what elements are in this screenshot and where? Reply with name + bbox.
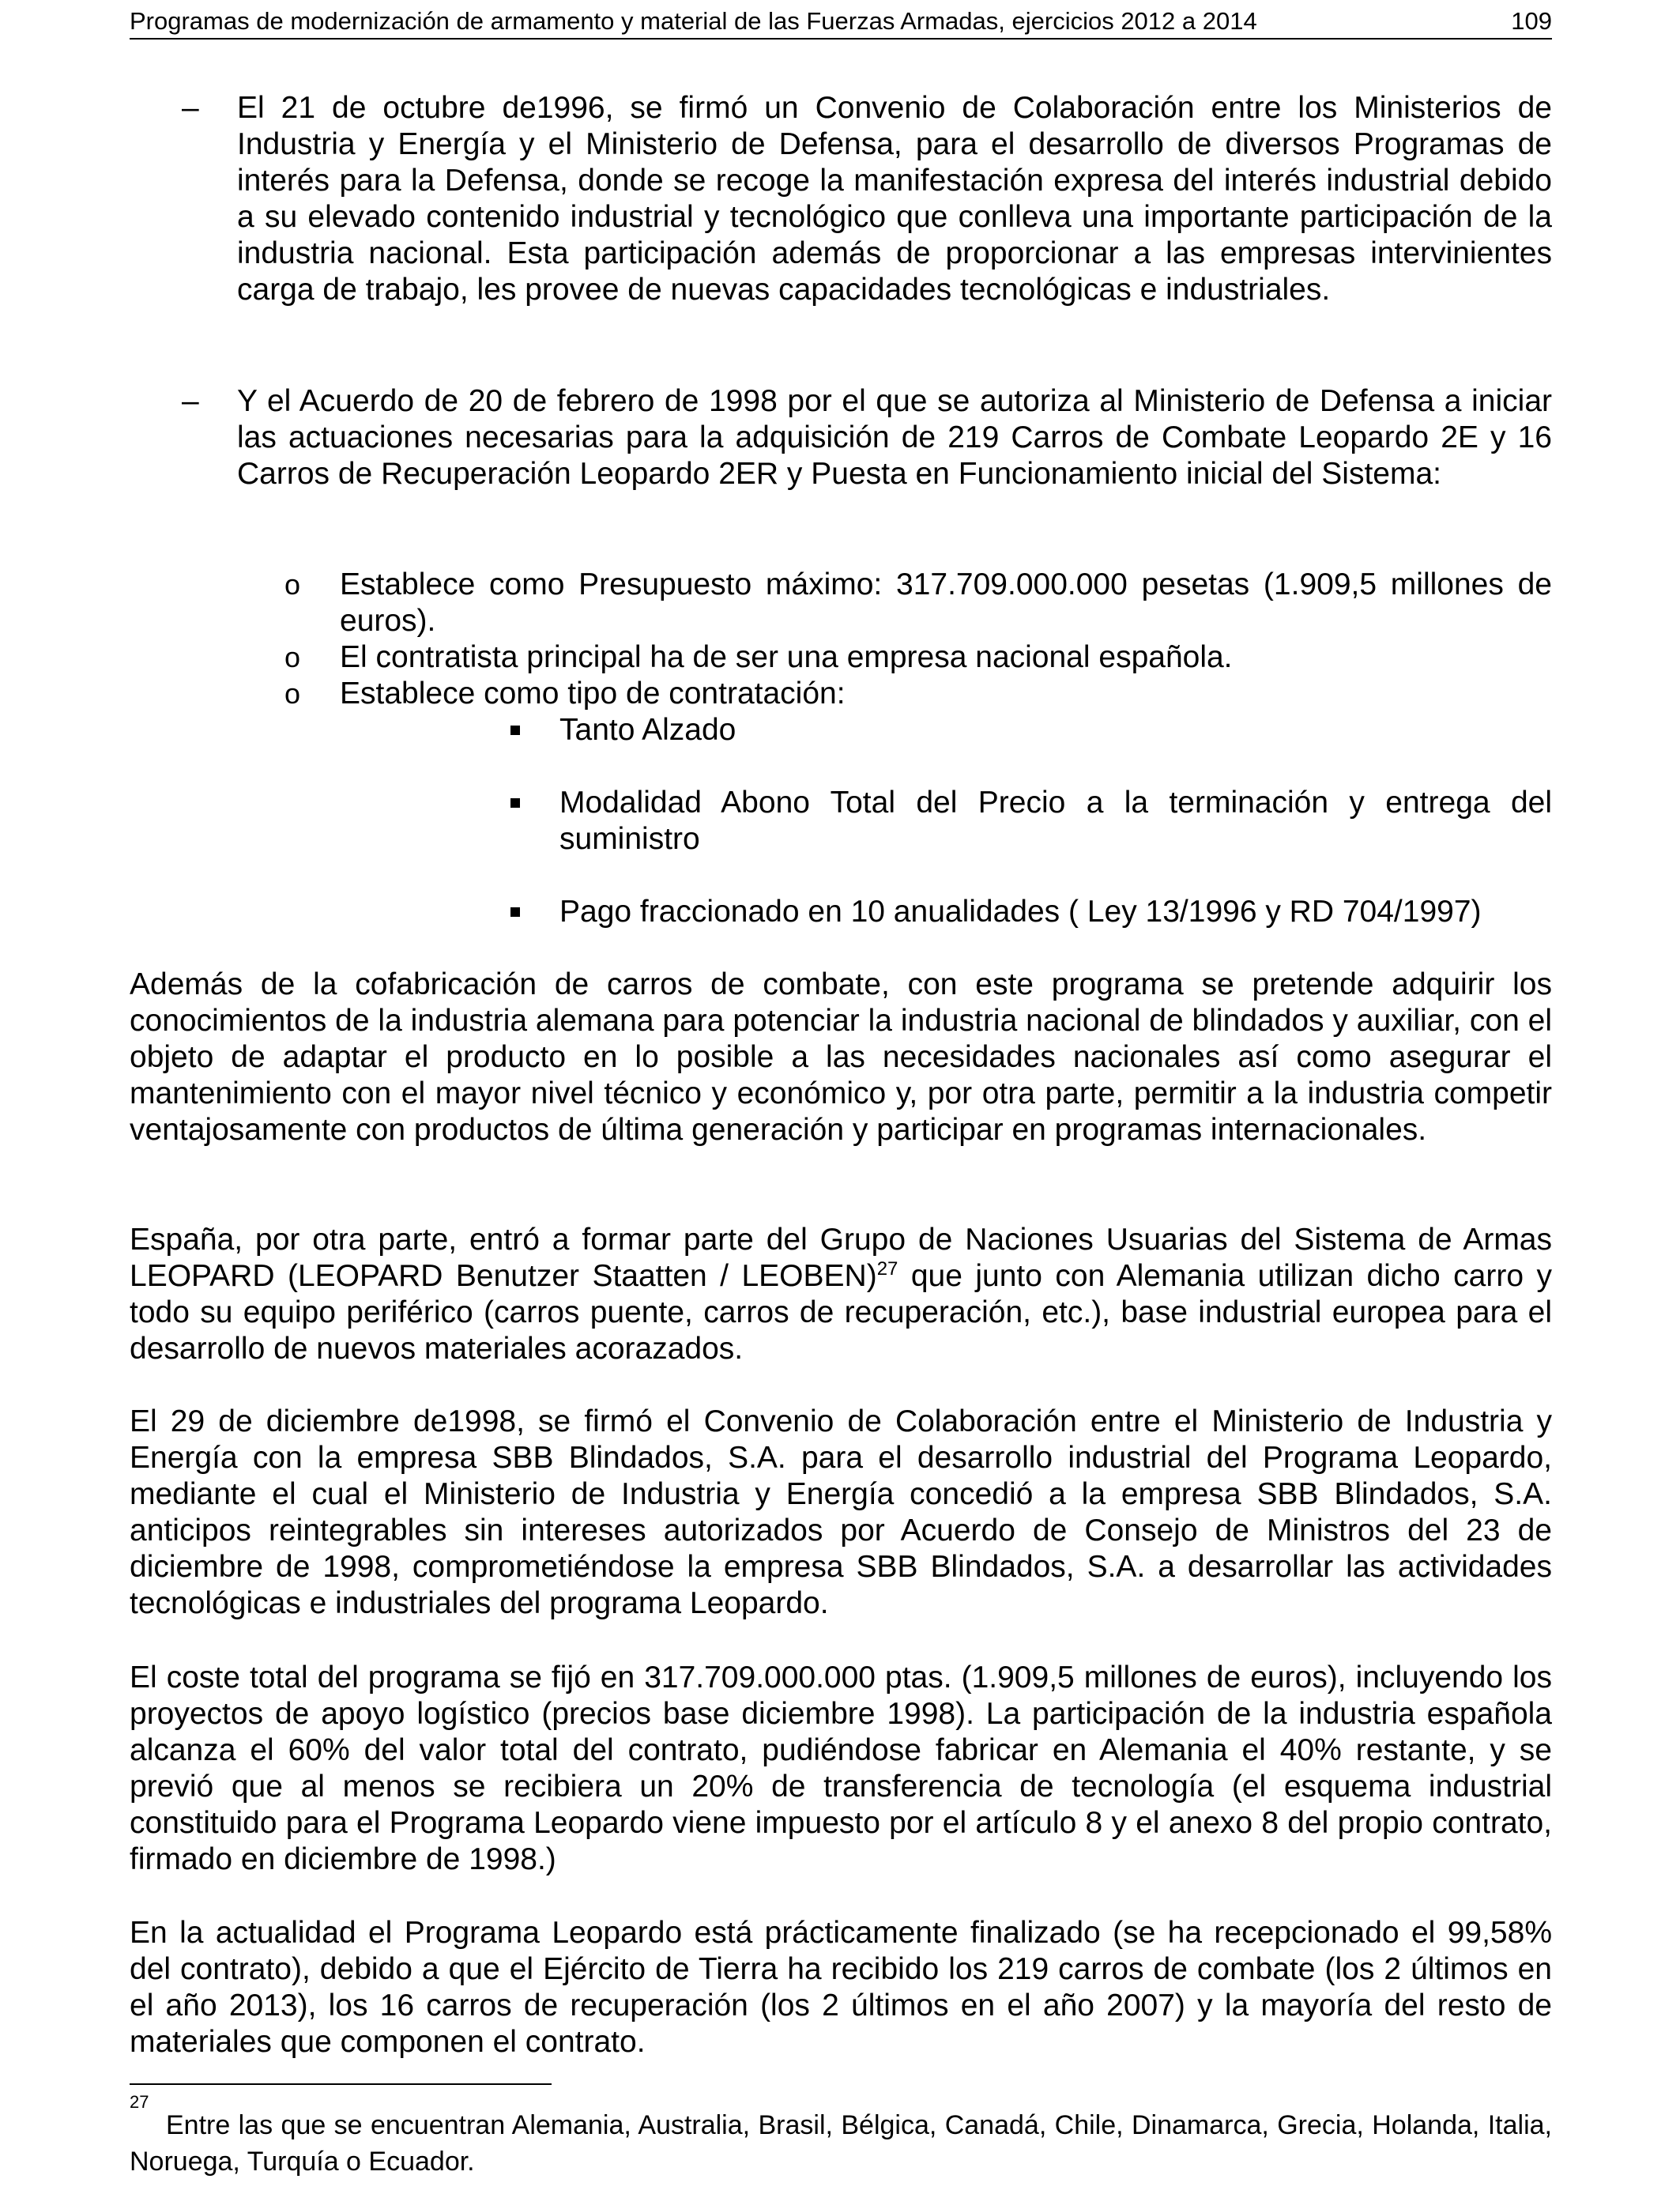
sub-sub-item-tanto-alzado: Tanto Alzado xyxy=(559,713,736,747)
page-header xyxy=(130,5,1552,40)
sub-sub-item-modalidad-abono: Modalidad Abono Total del Precio a la terminación y entrega del suministro xyxy=(559,786,1552,856)
dash-bullet: – xyxy=(182,91,199,125)
footnote-text: Entre las que se encuentran Alemania, Australia, Brasil, Bélgica, Canadá, Chile, Dinamarca, Grecia, Holanda, Italia, Noruega, Turquía o Ecuador. xyxy=(130,2110,1552,2177)
header-title: Programas de modernización de armamento y material de las Fuerzas Armadas, ejercicios 2012 a 2014 xyxy=(130,7,1257,35)
list-item-convenio-1996: El 21 de octubre de1996, se firmó un Convenio de Colaboración entre los Ministerios de Industria y Energía y el Ministerio de Defensa, para el desarrollo de diversos Programas de interés para la Defensa, donde se recoge la manifestación expresa del interés industrial debido a su elevado contenido industrial y tecnológico que conlleva una importante participación de la industria nacional. Esta participación además de proporcionar a las empresas intervinientes carga de trabajo, les provee de nuevas capacidades tecnológicas e industriales. xyxy=(237,91,1552,307)
paragraph-actualidad: En la actualidad el Programa Leopardo está prácticamente finalizado (se ha recepcionado el 99,58% del contrato), debido a que el Ejército de Tierra ha recibido los 219 carros de combate (los 2 últimos en el año 2013), los 16 carros de recuperación (los 2 últimos en el año 2007) y la mayoría del resto de materiales que componen el contrato. xyxy=(130,1916,1552,2059)
footnote-separator xyxy=(130,2083,552,2085)
sub-item-presupuesto: Establece como Presupuesto máximo: 317.709.000.000 pesetas (1.909,5 millones de euros). xyxy=(340,567,1552,638)
paragraph-cofabricacion: Además de la cofabricación de carros de combate, con este programa se pretende adquirir los conocimientos de la industria alemana para potenciar la industria nacional de blindados y auxiliar, con el objeto de adaptar el producto en lo posible a las necesidades nacionales así como asegurar el mantenimiento con el mayor nivel técnico y económico y, por otra parte, permitir a la industria competir ventajosamente con productos de última generación y participar en programas internacionales. xyxy=(130,967,1552,1147)
sub-item-contratista: El contratista principal ha de ser una empresa nacional española. xyxy=(340,640,1233,674)
dash-bullet: – xyxy=(182,384,199,418)
square-bullet-icon xyxy=(510,798,520,808)
circle-bullet: o xyxy=(284,568,301,601)
circle-bullet: o xyxy=(284,641,301,673)
list-item-acuerdo-1998: Y el Acuerdo de 20 de febrero de 1998 por el que se autoriza al Ministerio de Defensa a iniciar las actuaciones necesarias para la adquisición de 219 Carros de Combate Leopardo 2E y 16 Carros de Recuperación Leopardo 2ER y Puesta en Funcionamiento inicial del Sistema: xyxy=(237,384,1552,491)
page-number: 109 xyxy=(1511,7,1552,35)
footnote-reference[interactable]: 27 xyxy=(876,1258,898,1280)
square-bullet-icon xyxy=(510,726,520,735)
square-bullet-icon xyxy=(510,907,520,917)
paragraph-coste-total: El coste total del programa se fijó en 317.709.000.000 ptas. (1.909,5 millones de euros), incluyendo los proyectos de apoyo logístico (precios base diciembre 1998). La participación de la industria española alcanza el 60% del valor total del contrato, pudiéndose fabricar en Alemania el 40% restante, y se previó que al menos se recibiera un 20% de transferencia de tecnología (el esquema industrial constituido para el Programa Leopardo viene impuesto por el artículo 8 y el anexo 8 del propio contrato, firmado en diciembre de 1998.) xyxy=(130,1661,1552,1876)
paragraph-text: España, por otra parte, entró a formar parte del Grupo de Naciones Usuarias del Sistema de Armas LEOPARD (LEOPARD Benutzer Staatten / LEOBEN) xyxy=(130,1223,1552,1293)
sub-item-tipo-contratacion: Establece como tipo de contratación: xyxy=(340,677,846,711)
sub-sub-item-pago-fraccionado: Pago fraccionado en 10 anualidades ( Ley 13/1996 y RD 704/1997) xyxy=(559,895,1482,929)
paragraph-text: que junto con Alemania utilizan dicho carro y todo su equipo periférico (carros puente, carros de recuperación, etc.), base industrial europea para el desarrollo de nuevos materiales acorazados. xyxy=(130,1259,1552,1366)
paragraph-grupo-naciones xyxy=(130,1222,1552,1367)
footnote-number: 27 xyxy=(130,2092,149,2112)
circle-bullet: o xyxy=(284,677,301,710)
paragraph-convenio-sbb: El 29 de diciembre de1998, se firmó el Convenio de Colaboración entre el Ministerio de Industria y Energía con la empresa SBB Blindados, S.A. para el desarrollo industrial del Programa Leopardo, mediante el cual el Ministerio de Industria y Energía concedió a la empresa SBB Blindados, S.A. anticipos reintegrables sin intereses autorizados por Acuerdo de Consejo de Ministros del 23 de diciembre de 1998, comprometiéndose la empresa SBB Blindados, S.A. a desarrollar las actividades tecnológicas e industriales del programa Leopardo. xyxy=(130,1404,1552,1620)
